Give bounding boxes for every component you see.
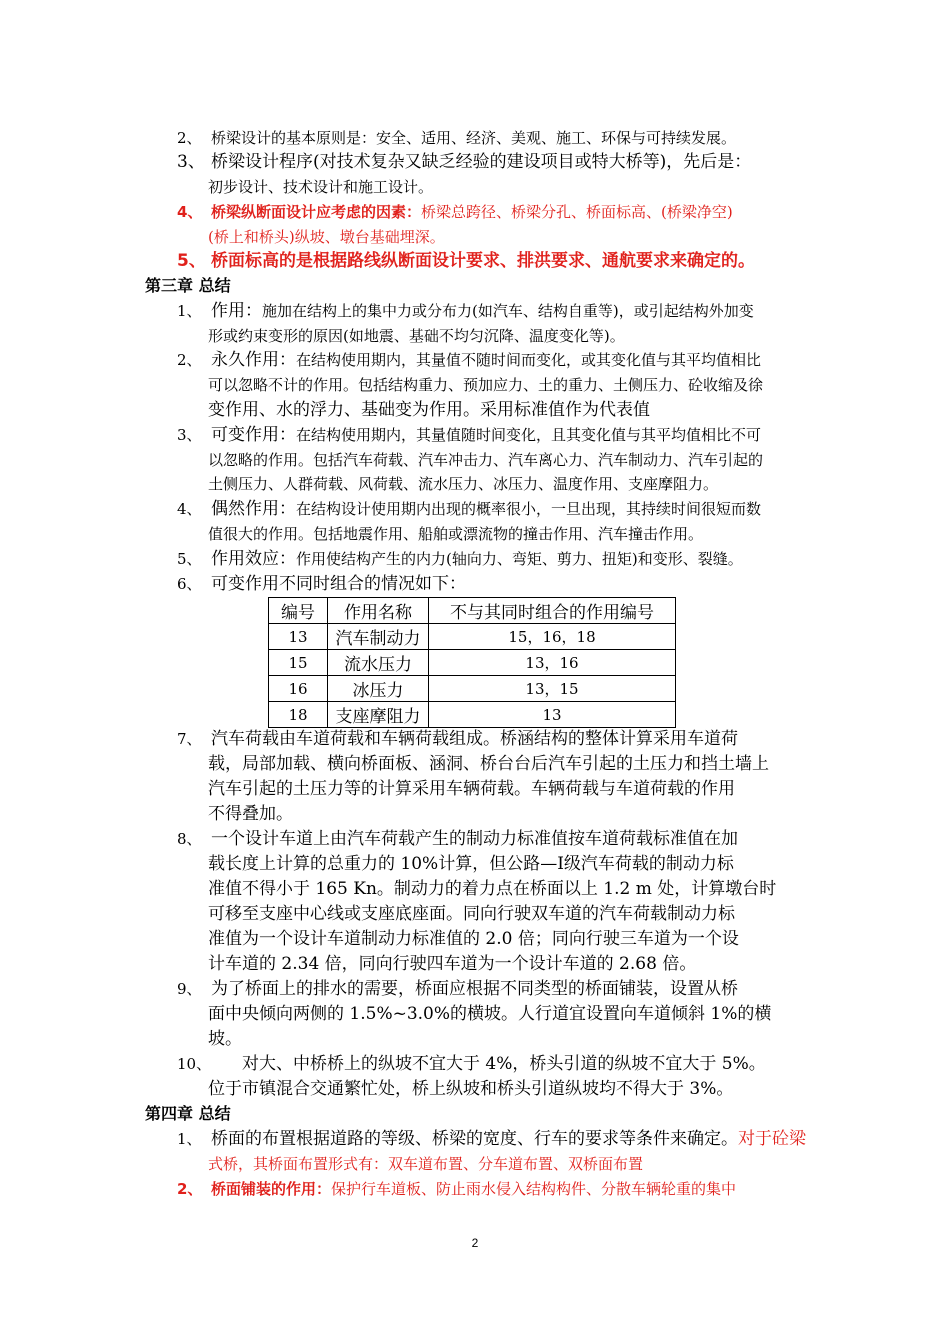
ch3-item-4: 4、 偶然作用：在结构设计使用期内出现的概率很小，一旦出现，其持续时间很短而数 xyxy=(177,499,762,519)
ch3-item-10: 10、 对大、中桥桥上的纵坡不宜大于 4%，桥头引道的纵坡不宜大于 5%。 xyxy=(177,1054,766,1074)
ch3-item-7: 7、 汽车荷载由车道荷载和车辆荷载组成。桥涵结构的整体计算采用车道荷 xyxy=(177,729,738,749)
chapter-3-title: 第三章 总结 xyxy=(145,276,231,295)
ch3-item-8-line3: 准值不得小于 165 Kn。制动力的着力点在桥面以上 1.2 m 处，计算墩台时 xyxy=(208,879,777,899)
ch3-item-2: 2、 永久作用：在结构使用期内，其量值不随时间而变化，或其变化值与其平均值相比 xyxy=(177,350,762,370)
ch3-item-10-line2: 位于市镇混合交通繁忙处，桥上纵坡和桥头引道纵坡均不得大于 3%。 xyxy=(208,1079,734,1099)
item-4-line2: (桥上和桥头)纵坡、墩台基础埋深。 xyxy=(208,228,445,246)
ch3-item-8-line5: 准值为一个设计车道制动力标准值的 2.0 倍；同向行驶三车道为一个设 xyxy=(208,929,739,949)
item-number: 2、 xyxy=(177,129,202,147)
table-row: 18 支座摩阻力 13 xyxy=(269,702,676,728)
ch3-item-3-line2: 以忽略的作用。包括汽车荷载、汽车冲击力、汽车离心力、汽车制动力、汽车引起的 xyxy=(208,451,764,469)
ch3-item-8: 8、 一个设计车道上由汽车荷载产生的制动力标准值按车道荷载标准值在加 xyxy=(177,829,738,849)
ch3-item-8-line6: 计车道的 2.34 倍，同向行驶四车道为一个设计车道的 2.68 倍。 xyxy=(208,954,697,974)
page-number: 2 xyxy=(471,1236,479,1250)
ch3-item-7-line4: 不得叠加。 xyxy=(208,804,293,824)
chapter-4-title: 第四章 总结 xyxy=(145,1104,231,1123)
ch3-item-9-line3: 坡。 xyxy=(208,1029,242,1049)
combination-table xyxy=(268,597,676,728)
ch3-item-7-line3: 汽车引起的土压力等的计算采用车辆荷载。车辆荷载与车道荷载的作用 xyxy=(208,779,735,799)
ch3-item-2-line3: 变作用、水的浮力、基础变为作用。采用标准值作为代表值 xyxy=(208,400,650,420)
ch3-item-6: 6、 可变作用不同时组合的情况如下： xyxy=(177,574,466,594)
ch3-item-2-line2: 可以忽略不计的作用。包括结构重力、预加应力、土的重力、土侧压力、砼收缩及徐 xyxy=(208,376,764,394)
item-2-basic-principles: 2、 桥梁设计的基本原则是：安全、适用、经济、美观、施工、环保与可持续发展。 xyxy=(177,126,736,150)
ch3-item-9: 9、 为了桥面上的排水的需要，桥面应根据不同类型的桥面铺装，设置从桥 xyxy=(177,979,738,999)
ch4-item-1: 1、 桥面的布置根据道路的等级、桥梁的宽度、行车的要求等条件来确定。对于砼梁 xyxy=(177,1129,806,1149)
table-row: 15 流水压力 13，16 xyxy=(269,650,676,676)
item-3-line2: 初步设计、技术设计和施工设计。 xyxy=(208,178,434,196)
table-row: 13 汽车制动力 15，16，18 xyxy=(269,624,676,650)
table-row: 16 冰压力 13，15 xyxy=(269,676,676,702)
ch3-item-8-line2: 载长度上计算的总重力的 10%计算，但公路—Ⅰ级汽车荷载的制动力标 xyxy=(208,854,734,874)
item-5-deck-elevation: 5、 桥面标高的是根据路线纵断面设计要求、排洪要求、通航要求来确定的。 xyxy=(177,251,755,271)
item-3-design-procedure: 3、 桥梁设计程序(对技术复杂又缺乏经验的建设项目或特大桥等)，先后是： xyxy=(177,152,752,172)
item-4-profile-factors: 4、 桥梁纵断面设计应考虑的因素：桥梁总跨径、桥梁分孔、桥面标高、(桥梁净空) xyxy=(177,203,733,221)
ch3-item-1-line2: 形或约束变形的原因(如地震、基础不均匀沉降、温度变化等)。 xyxy=(208,327,625,345)
ch3-item-1: 1、 作用：施加在结构上的集中力或分布力(如汽车、结构自重等)，或引起结构外加变 xyxy=(177,301,754,321)
ch3-item-7-line2: 载，局部加载、横向桥面板、涵洞、桥台台后汽车引起的土压力和挡土墙上 xyxy=(208,754,769,774)
ch3-item-3-line3: 土侧压力、人群荷载、风荷载、流水压力、冰压力、温度作用、支座摩阻力。 xyxy=(208,475,719,493)
ch3-item-3: 3、 可变作用：在结构使用期内，其量值随时间变化，且其变化值与其平均值相比不可 xyxy=(177,425,762,445)
ch4-item-1-line2: 式桥，其桥面布置形式有：双车道布置、分车道布置、双桥面布置 xyxy=(208,1155,644,1173)
table-header-row: 编号 作用名称 不与其同时组合的作用编号 xyxy=(269,598,676,624)
ch3-item-5: 5、 作用效应：作用使结构产生的内力(轴向力、弯矩、剪力、扭矩)和变形、裂缝。 xyxy=(177,549,743,569)
ch4-item-2: 2、 桥面铺装的作用：保护行车道板、防止雨水侵入结构构件、分散车辆轮重的集中 xyxy=(177,1180,737,1198)
ch3-item-4-line2: 值很大的作用。包括地震作用、船舶或漂流物的撞击作用、汽车撞击作用。 xyxy=(208,525,704,543)
ch3-item-8-line4: 可移至支座中心线或支座底座面。同向行驶双车道的汽车荷载制动力标 xyxy=(208,904,735,924)
ch3-item-9-line2: 面中央倾向两侧的 1.5%~3.0%的横坡。人行道宜设置向车道倾斜 1%的横 xyxy=(208,1004,772,1024)
